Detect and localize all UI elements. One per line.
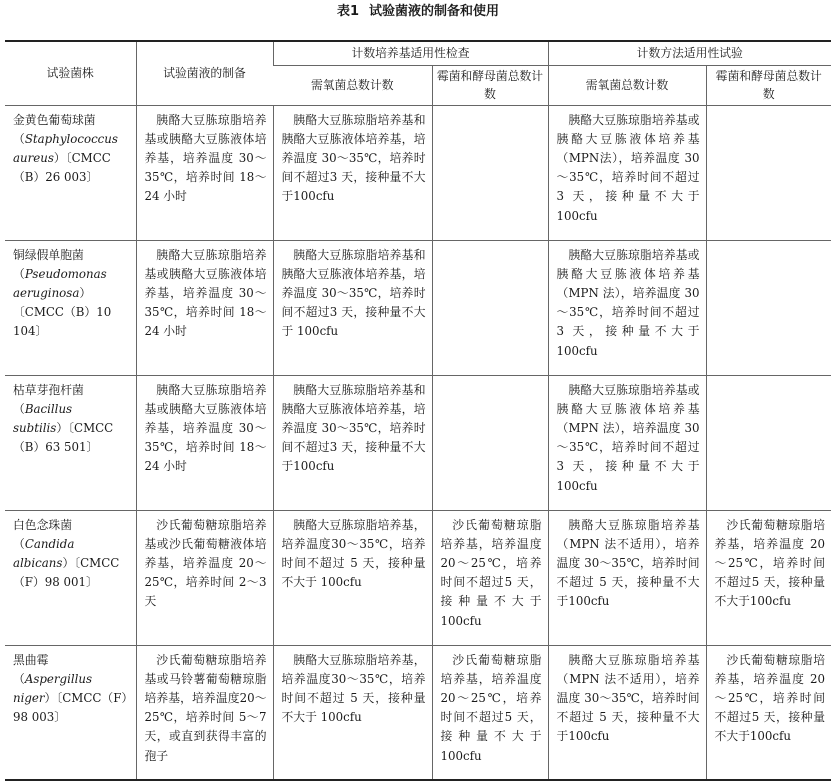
culture-table [5, 40, 831, 781]
count-aerobic-cell: 胰酪大豆胨琼脂培养基和胰酪大豆胨液体培养基，培养温度 30～35℃，培养时间不超过3 天，接种量不大于 100cfu [273, 240, 432, 375]
count-mold-cell: 沙氏葡萄糖琼脂培养基，培养温度 20～25℃，培养时间不超过5 天，接种量不大于100cfu [432, 510, 548, 645]
strain-latin-close: ） [62, 555, 75, 570]
strain-latin-close: ） [79, 285, 92, 300]
header-prep: 试验菌液的制备 [136, 41, 273, 105]
strain-latin: Pseudomonas aeruginosa [13, 266, 107, 300]
table-number: 表1 [336, 4, 360, 19]
header-group-count: 计数培养基适用性检查 [273, 41, 548, 65]
table-row [5, 105, 831, 240]
method-mold-cell: 沙氏葡萄糖琼脂培养基，培养温度 20～25℃，培养时间不超过5 天，接种量不大于100cfu [706, 645, 831, 780]
strain-latin: Staphylococcus aureus [13, 131, 118, 165]
count-mold-cell [432, 240, 548, 375]
method-aerobic-cell: 胰酪大豆胨琼脂培养基或胰酪大豆胨液体培养基（MPN法），培养温度 30～35℃，培养时间不超过 3 天，接种量不大于100cfu [548, 105, 706, 240]
method-aerobic-cell: 胰酪大豆胨琼脂培养基（MPN 法不适用），培养温度 30～35℃，培养时间不超过 5 天，接种量不大于100cfu [548, 645, 706, 780]
strain-name: 铜绿假单胞菌 [13, 247, 84, 262]
strain-latin-open: （ [13, 131, 25, 146]
count-aerobic-cell: 胰酪大豆胨琼脂培养基和胰酪大豆胨液体培养基，培养温度 30～35℃，培养时间不超过3 天，接种量不大于100cfu [273, 375, 432, 510]
method-aerobic-cell: 胰酪大豆胨琼脂培养基或胰酪大豆胨液体培养基（MPN 法），培养温度 30～35℃，培养时间不超过 3 天，接种量不大于100cfu [548, 375, 706, 510]
count-aerobic-cell: 胰酪大豆胨琼脂培养基和胰酪大豆胨液体培养基，培养温度 30～35℃，培养时间不超过3 天，接种量不大于100cfu [273, 105, 432, 240]
count-mold-cell [432, 375, 548, 510]
table-title: 试验菌液的制备和使用 [369, 4, 500, 19]
method-aerobic-cell: 胰酪大豆胨琼脂培养基（MPN 法不适用），培养温度 30～35℃，培养时间不超过 5 天，接种量不大于100cfu [548, 510, 706, 645]
strain-cell [5, 645, 136, 780]
strain-name: 黑曲霉 [13, 652, 49, 667]
strain-name: 白色念珠菌 [13, 517, 72, 532]
table-caption [0, 3, 836, 21]
strain-code: 〔CMCC（B）10 104〕 [13, 305, 112, 339]
strain-cell [5, 105, 136, 240]
strain-code: 〔CMCC（F）98 003〕 [13, 690, 128, 725]
header-count-mold: 霉菌和酵母菌总数计数 [432, 65, 548, 105]
count-mold-cell: 沙氏葡萄糖琼脂培养基，培养温度 20～25℃，培养时间不超过5 天，接种量不大于100cfu [432, 645, 548, 780]
method-mold-cell [706, 375, 831, 510]
count-aerobic-cell: 胰酪大豆胨琼脂培养基，培养温度30～35℃，培养时间不超过 5 天，接种量不大于 100cfu [273, 510, 432, 645]
strain-code: 〔CMCC（B）26 003〕 [13, 150, 111, 185]
strain-latin: Candida albicans [13, 536, 75, 570]
method-mold-cell: 沙氏葡萄糖琼脂培养基，培养温度 20～25℃，培养时间不超过5 天，接种量不大于100cfu [706, 510, 831, 645]
prep-cell: 胰酪大豆胨琼脂培养基或胰酪大豆胨液体培养基，培养温度 30～35℃，培养时间 18～24 小时 [136, 240, 273, 375]
table-row [5, 240, 831, 375]
strain-name: 枯草芽孢杆菌 [13, 382, 84, 397]
strain-latin-open: （ [13, 536, 25, 551]
strain-code: 〔CMCC（F）98 001〕 [13, 555, 120, 590]
strain-cell [5, 375, 136, 510]
header-group-method: 计数方法适用性试验 [548, 41, 831, 65]
method-mold-cell [706, 105, 831, 240]
strain-latin-close: ） [44, 690, 57, 705]
header-count-aerobic: 需氧菌总数计数 [273, 65, 432, 105]
header-strain: 试验菌株 [5, 41, 136, 105]
header-method-aerobic: 需氧菌总数计数 [548, 65, 706, 105]
table-row [5, 645, 831, 780]
prep-cell: 沙氏葡萄糖琼脂培养基或马铃薯葡萄糖琼脂培养基，培养温度20～25℃，培养时间 5～7 天，或直到获得丰富的孢子 [136, 645, 273, 780]
count-mold-cell [432, 105, 548, 240]
table-row [5, 375, 831, 510]
method-mold-cell [706, 240, 831, 375]
strain-latin-close: ） [53, 150, 66, 165]
prep-cell: 沙氏葡萄糖琼脂培养基或沙氏葡萄糖液体培养基，培养温度 20～25℃，培养时间 2～3 天 [136, 510, 273, 645]
prep-cell: 胰酪大豆胨琼脂培养基或胰酪大豆胨液体培养基，培养温度 30～35℃，培养时间 18～24 小时 [136, 105, 273, 240]
count-aerobic-cell: 胰酪大豆胨琼脂培养基，培养温度30～35℃，培养时间不超过 5 天，接种量不大于 100cfu [273, 645, 432, 780]
strain-latin-open: （ [13, 266, 25, 281]
prep-cell: 胰酪大豆胨琼脂培养基或胰酪大豆胨液体培养基，培养温度 30～35℃，培养时间 18～24 小时 [136, 375, 273, 510]
strain-latin: Aspergillus niger [13, 671, 93, 705]
header-method-mold: 霉菌和酵母菌总数计数 [706, 65, 831, 105]
strain-latin-close: ） [56, 420, 69, 435]
strain-name: 金黄色葡萄球菌 [13, 112, 96, 127]
method-aerobic-cell: 胰酪大豆胨琼脂培养基或胰酪大豆胨液体培养基（MPN 法），培养温度 30～35℃，培养时间不超过 3 天，接种量不大于100cfu [548, 240, 706, 375]
strain-cell [5, 510, 136, 645]
strain-latin: Bacillus subtilis [13, 401, 73, 435]
table-row [5, 510, 831, 645]
strain-cell [5, 240, 136, 375]
strain-code: 〔CMCC（B）63 501〕 [13, 420, 114, 455]
strain-latin-open: （ [13, 401, 25, 416]
strain-latin-open: （ [13, 671, 25, 686]
